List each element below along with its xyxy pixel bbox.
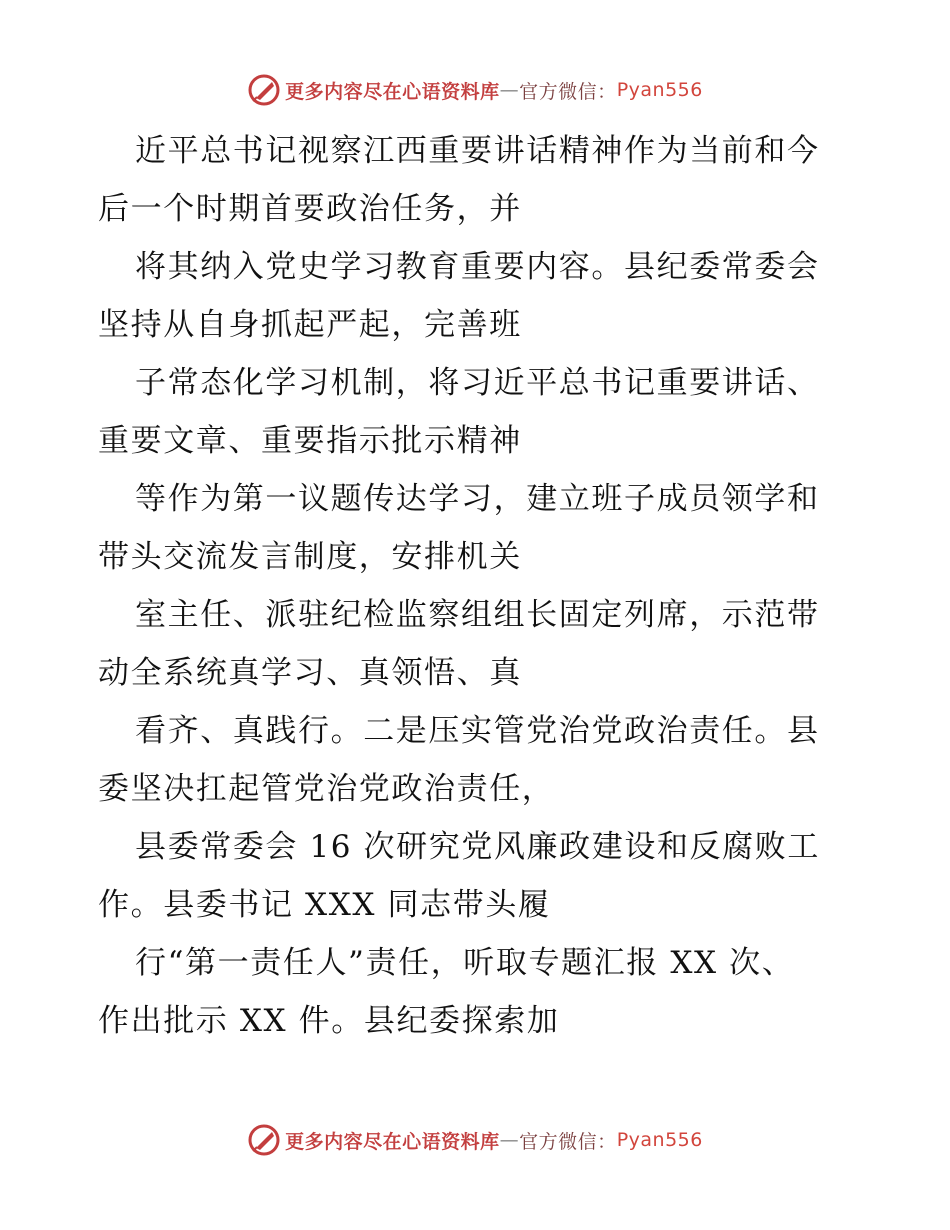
- watermark-separator: —: [499, 79, 520, 101]
- document-body: [98, 122, 858, 1050]
- text-line: 室主任、派驻纪检监察组组长固定列席，示范带: [135, 597, 820, 633]
- footer-watermark: [0, 1122, 950, 1158]
- text-line: 重要文章、重要指示批示精神: [98, 423, 522, 459]
- text-line: 后一个时期首要政治任务，并: [98, 191, 522, 227]
- text-line: 将其纳入党史学习教育重要内容。县纪委常委会: [135, 249, 820, 285]
- quill-logo-icon: [247, 73, 281, 107]
- header-watermark: [0, 72, 950, 108]
- text-line: 子常态化学习机制，将习近平总书记重要讲话、: [135, 365, 820, 401]
- text-line: 行“第一责任人”责任，听取专题汇报 XX 次、: [135, 945, 795, 981]
- text-line: 县委常委会 16 次研究党风廉政建设和反腐败工: [135, 829, 820, 865]
- watermark-wechat-label: 官方微信：: [519, 80, 617, 103]
- text-line: 坚持从自身抓起严起，完善班: [98, 307, 522, 343]
- watermark-separator: —: [499, 1129, 520, 1151]
- watermark-wechat-id: Pyan556: [616, 79, 703, 101]
- quill-logo-icon: [247, 1123, 281, 1157]
- watermark-wechat-label: 官方微信：: [519, 1130, 617, 1153]
- text-line: 带头交流发言制度，安排机关: [98, 539, 522, 575]
- text-line: 动全系统真学习、真领悟、真: [98, 655, 522, 691]
- watermark-title: 更多内容尽在心语资料库: [285, 1130, 500, 1153]
- text-line: 作出批示 XX 件。县纪委探索加: [98, 1003, 560, 1039]
- text-line: 委坚决扛起管党治党政治责任，: [98, 771, 555, 807]
- text-line: 近平总书记视察江西重要讲话精神作为当前和今: [135, 133, 820, 169]
- text-line: 作。县委书记 XXX 同志带头履: [98, 887, 551, 923]
- text-line: 看齐、真践行。二是压实管党治党政治责任。县: [135, 713, 820, 749]
- watermark-wechat-id: Pyan556: [616, 1129, 703, 1151]
- text-line: 等作为第一议题传达学习，建立班子成员领学和: [135, 481, 820, 517]
- watermark-title: 更多内容尽在心语资料库: [285, 80, 500, 103]
